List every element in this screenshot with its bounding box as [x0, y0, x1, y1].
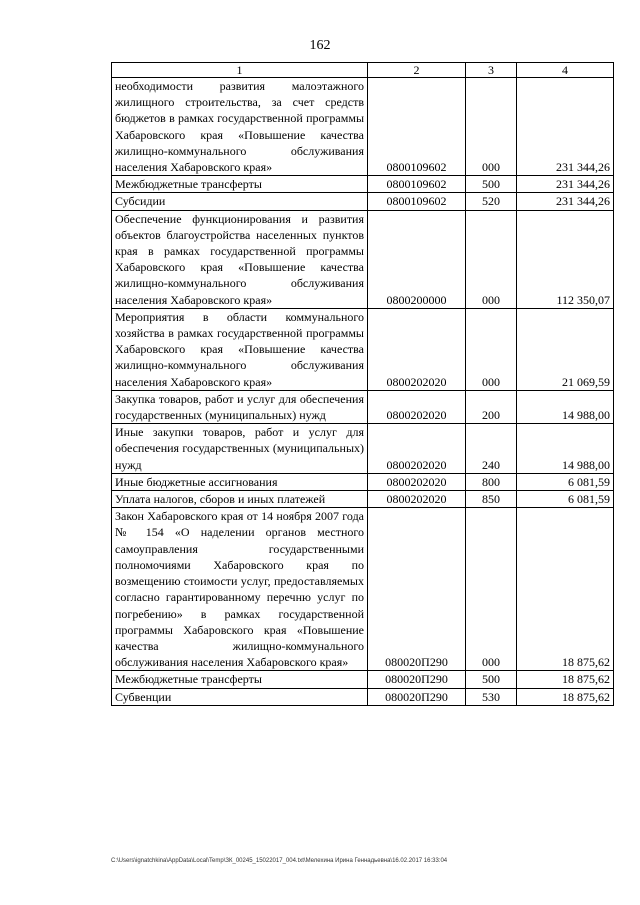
- table-header-row: [112, 63, 614, 78]
- target-code: 080020П290: [368, 688, 466, 705]
- item-name: Обеспечение функционирования и развития объектов благоустройства населенных пунктов края в рамках государственной программы Хабаровского края «Повышение качества жилищно-коммунального обслуживания населения Хабаровского края»: [112, 210, 368, 308]
- table-row: [112, 473, 614, 490]
- expense-type: 850: [466, 491, 517, 508]
- budget-table: [111, 62, 614, 706]
- amount: 18 875,62: [517, 508, 614, 671]
- item-name: Субвенции: [112, 688, 368, 705]
- page-number: 162: [309, 38, 331, 53]
- amount: 112 350,07: [517, 210, 614, 308]
- expense-type: 000: [466, 210, 517, 308]
- item-name: Закупка товаров, работ и услуг для обеспечения государственных (муниципальных) нужд: [112, 390, 368, 423]
- amount: 18 875,62: [517, 688, 614, 705]
- expense-type: 200: [466, 390, 517, 423]
- table-row: [112, 390, 614, 423]
- target-code: 080020П290: [368, 671, 466, 688]
- amount: 14 988,00: [517, 424, 614, 474]
- item-name: Мероприятия в области коммунального хозяйства в рамках государственной программы Хабаровского края «Повышение качества жилищно-коммунального обслуживания населения Хабаровского края»: [112, 308, 368, 390]
- item-name: Закон Хабаровского края от 14 ноября 2007 года № 154 «О наделении органов местного самоуправления государственными полномочиями Хабаровского края по возмещению стоимости услуг, предоставляемых согласно гарантированному перечню услуг по погребению» в рамках государственной программы Хабаровского края «Повышение качества жилищно-коммунального обслуживания населения Хабаровского края»: [112, 508, 368, 671]
- amount: 21 069,59: [517, 308, 614, 390]
- table-row: [112, 688, 614, 705]
- target-code: 080020П290: [368, 508, 466, 671]
- target-code: 0800109602: [368, 78, 466, 176]
- column-header: 2: [368, 63, 466, 78]
- expense-type: 800: [466, 473, 517, 490]
- amount: 6 081,59: [517, 491, 614, 508]
- table-row: [112, 308, 614, 390]
- table-row: [112, 671, 614, 688]
- target-code: 0800202020: [368, 390, 466, 423]
- item-name: Иные закупки товаров, работ и услуг для обеспечения государственных (муниципальных) нужд: [112, 424, 368, 474]
- amount: 231 344,26: [517, 176, 614, 193]
- target-code: 0800202020: [368, 473, 466, 490]
- table-row: [112, 193, 614, 210]
- expense-type: 530: [466, 688, 517, 705]
- amount: 231 344,26: [517, 193, 614, 210]
- target-code: 0800202020: [368, 424, 466, 474]
- amount: 14 988,00: [517, 390, 614, 423]
- item-name: Субсидии: [112, 193, 368, 210]
- expense-type: 500: [466, 671, 517, 688]
- item-name: Межбюджетные трансферты: [112, 176, 368, 193]
- column-header: 1: [112, 63, 368, 78]
- target-code: 0800109602: [368, 176, 466, 193]
- table-row: [112, 491, 614, 508]
- target-code: 0800202020: [368, 308, 466, 390]
- amount: 18 875,62: [517, 671, 614, 688]
- item-name: Иные бюджетные ассигнования: [112, 473, 368, 490]
- expense-type: 000: [466, 508, 517, 671]
- table-row: [112, 424, 614, 474]
- table-row: [112, 508, 614, 671]
- target-code: 0800109602: [368, 193, 466, 210]
- expense-type: 500: [466, 176, 517, 193]
- table-row: [112, 210, 614, 308]
- expense-type: 000: [466, 308, 517, 390]
- table-row: [112, 78, 614, 176]
- item-name: Межбюджетные трансферты: [112, 671, 368, 688]
- item-name: необходимости развития малоэтажного жилищного строительства, за счет средств бюджетов в рамках государственной программы Хабаровского края «Повышение качества жилищно-коммунального обслуживания населения Хабаровского края»: [112, 78, 368, 176]
- target-code: 0800200000: [368, 210, 466, 308]
- expense-type: 000: [466, 78, 517, 176]
- expense-type: 520: [466, 193, 517, 210]
- target-code: 0800202020: [368, 491, 466, 508]
- column-header: 4: [517, 63, 614, 78]
- amount: 231 344,26: [517, 78, 614, 176]
- item-name: Уплата налогов, сборов и иных платежей: [112, 491, 368, 508]
- expense-type: 240: [466, 424, 517, 474]
- table-row: [112, 176, 614, 193]
- column-header: 3: [466, 63, 517, 78]
- file-path-footer: C:\Users\ignatchkina\AppData\Local\Temp\ЗК_00245_15022017_004.txt\Мелехина Ирина Геннадьевна\16.02.2017 16:33:04: [111, 858, 448, 864]
- amount: 6 081,59: [517, 473, 614, 490]
